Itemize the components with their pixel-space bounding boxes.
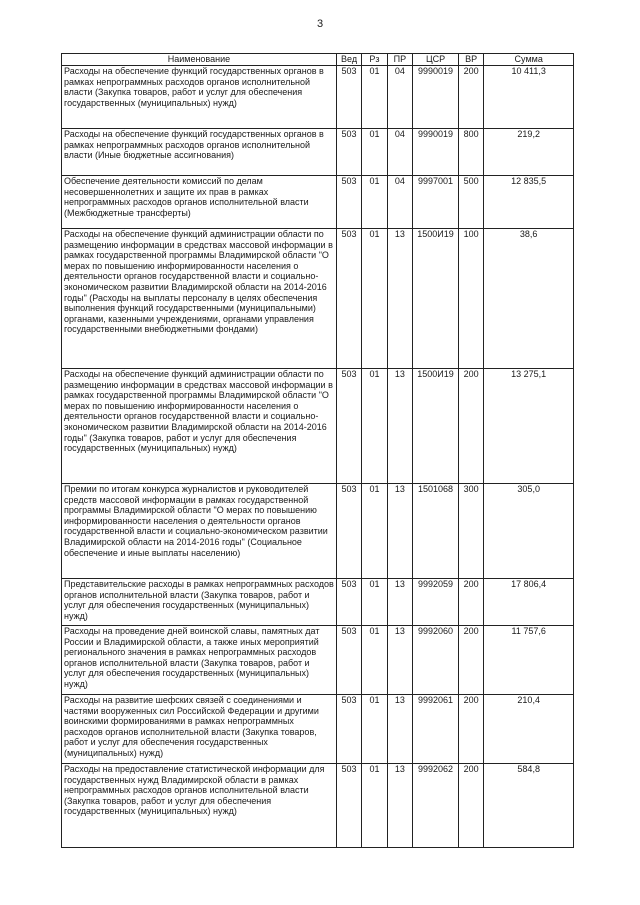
row-vr: 800	[458, 129, 483, 176]
row-name: Обеспечение деятельности комиссий по делам несовершеннолетних и защите их прав в рамках непрограммных расходов органов исполнительной власти (Межбюджетные трансферты)	[62, 176, 337, 229]
table-row	[62, 176, 574, 229]
row-rz: 01	[362, 176, 387, 229]
row-ved: 503	[336, 229, 361, 369]
table-row	[62, 369, 574, 484]
row-ved: 503	[336, 764, 361, 848]
row-pr: 13	[387, 484, 412, 579]
row-ved: 503	[336, 66, 361, 129]
table-row	[62, 626, 574, 695]
row-sum: 13 275,1	[484, 369, 574, 484]
row-vr: 200	[458, 626, 483, 695]
page-number: 3	[316, 18, 324, 30]
row-sum: 38,6	[484, 229, 574, 369]
row-name: Премии по итогам конкурса журналистов и руководителей средств массовой информации в рамках государственной программы Владимирской области "О мерах по повышению информированности населения о деятельности органов государственной власти и социально-экономическом развитии Владимирской области на 2014-2016 годы" (Социальное обеспечение и иные выплаты населению)	[62, 484, 337, 579]
table-body	[62, 66, 574, 848]
row-name: Расходы на предоставление статистической информации для государственных нужд Владимирской области в рамках непрограммных расходов органов исполнительной власти (Закупка товаров, работ и услуг для обеспечения государственных (муниципальных) нужд)	[62, 764, 337, 848]
budget-table	[61, 53, 574, 848]
row-name: Расходы на обеспечение функций государственных органов в рамках непрограммных расходов органов исполнительной власти (Иные бюджетные ассигнования)	[62, 129, 337, 176]
row-pr: 13	[387, 229, 412, 369]
row-ved: 503	[336, 695, 361, 764]
row-csr: 9997001	[413, 176, 459, 229]
row-rz: 01	[362, 484, 387, 579]
row-rz: 01	[362, 579, 387, 626]
table-row	[62, 579, 574, 626]
row-csr: 9992062	[413, 764, 459, 848]
row-ved: 503	[336, 484, 361, 579]
table-row	[62, 66, 574, 129]
row-name: Расходы на проведение дней воинской славы, памятных дат России и Владимирской области, а также иных мероприятий регионального значения в рамках непрограммных расходов органов исполнительной власти (Закупка товаров, работ и услуг для обеспечения государственных (муниципальных) нужд)	[62, 626, 337, 695]
row-vr: 200	[458, 66, 483, 129]
table-row	[62, 229, 574, 369]
row-ved: 503	[336, 369, 361, 484]
row-rz: 01	[362, 764, 387, 848]
header-rz: Рз	[362, 54, 387, 66]
row-csr: 9990019	[413, 66, 459, 129]
table-row	[62, 764, 574, 848]
row-sum: 210,4	[484, 695, 574, 764]
row-pr: 04	[387, 176, 412, 229]
row-name: Расходы на обеспечение функций администрации области по размещению информации в средствах массовой информации в рамках государственной программы Владимирской области "О мерах по повышению информированности населения о деятельности органов государственной власти и социально-экономическом развитии Владимирской области на 2014-2016 годы" (Расходы на выплаты персоналу в целях обеспечения выполнения функций государственными (муниципальными) органами, казенными учреждениями, органами управления государственными внебюджетными фондами)	[62, 229, 337, 369]
header-pr: ПР	[387, 54, 412, 66]
row-name: Расходы на развитие шефских связей с соединениями и частями вооруженных сил Российской Федерации и другими воинскими формированиями в рамках непрограммных расходов органов исполнительной власти (Закупка товаров, работ и услуг для обеспечения государственных (муниципальных) нужд)	[62, 695, 337, 764]
header-name: Наименование	[62, 54, 337, 66]
row-vr: 300	[458, 484, 483, 579]
row-vr: 200	[458, 764, 483, 848]
header-ved: Вед	[336, 54, 361, 66]
row-sum: 12 835,5	[484, 176, 574, 229]
row-vr: 500	[458, 176, 483, 229]
row-name: Представительские расходы в рамках непрограммных расходов органов исполнительной власти (Закупка товаров, работ и услуг для обеспечения государственных (муниципальных) нужд)	[62, 579, 337, 626]
row-sum: 584,8	[484, 764, 574, 848]
row-pr: 04	[387, 129, 412, 176]
row-pr: 13	[387, 626, 412, 695]
row-ved: 503	[336, 626, 361, 695]
row-csr: 9990019	[413, 129, 459, 176]
row-sum: 11 757,6	[484, 626, 574, 695]
row-csr: 9992059	[413, 579, 459, 626]
row-csr: 9992061	[413, 695, 459, 764]
table-row	[62, 695, 574, 764]
row-rz: 01	[362, 229, 387, 369]
row-pr: 13	[387, 764, 412, 848]
row-rz: 01	[362, 695, 387, 764]
row-csr: 9992060	[413, 626, 459, 695]
row-rz: 01	[362, 626, 387, 695]
row-rz: 01	[362, 369, 387, 484]
row-name: Расходы на обеспечение функций государственных органов в рамках непрограммных расходов органов исполнительной власти (Закупка товаров, работ и услуг для обеспечения государственных (муниципальных) нужд)	[62, 66, 337, 129]
header-csr: ЦСР	[413, 54, 459, 66]
row-ved: 503	[336, 176, 361, 229]
row-vr: 200	[458, 369, 483, 484]
row-sum: 219,2	[484, 129, 574, 176]
row-pr: 13	[387, 695, 412, 764]
table-row	[62, 484, 574, 579]
row-rz: 01	[362, 66, 387, 129]
row-name: Расходы на обеспечение функций администрации области по размещению информации в средствах массовой информации в рамках государственной программы Владимирской области "О мерах по повышению информированности населения о деятельности органов государственной власти и социально-экономическом развитии Владимирской области на 2014-2016 годы" (Закупка товаров, работ и услуг для обеспечения государственных (муниципальных) нужд)	[62, 369, 337, 484]
row-sum: 305,0	[484, 484, 574, 579]
row-csr: 1501068	[413, 484, 459, 579]
row-ved: 503	[336, 579, 361, 626]
table-header-row	[62, 54, 574, 66]
table-row	[62, 129, 574, 176]
row-pr: 04	[387, 66, 412, 129]
row-vr: 200	[458, 579, 483, 626]
row-csr: 1500И19	[413, 369, 459, 484]
row-ved: 503	[336, 129, 361, 176]
row-vr: 100	[458, 229, 483, 369]
row-sum: 10 411,3	[484, 66, 574, 129]
row-csr: 1500И19	[413, 229, 459, 369]
row-pr: 13	[387, 369, 412, 484]
header-vr: ВР	[458, 54, 483, 66]
row-vr: 200	[458, 695, 483, 764]
row-sum: 17 806,4	[484, 579, 574, 626]
row-rz: 01	[362, 129, 387, 176]
header-sum: Сумма	[484, 54, 574, 66]
row-pr: 13	[387, 579, 412, 626]
